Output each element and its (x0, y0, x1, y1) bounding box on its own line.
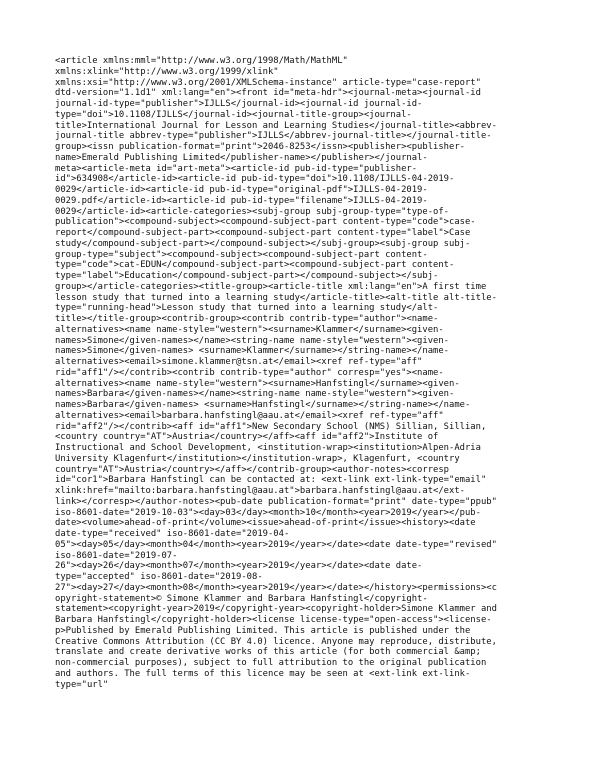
xml-source-line: type="running-head">Lesson study that turned into a learning study</alt- (55, 303, 439, 314)
xml-source-line: translate and create derivative works of this article (for both commercial &amp; (55, 647, 481, 658)
xml-source-line: name>Emerald Publishing Limited</publisher-name></publisher></journal- (55, 152, 428, 163)
xml-source-line: p>Published by Emerald Publishing Limited. This article is published under the (55, 625, 471, 636)
xml-source-line: Creative Commons Attribution (CC BY 4.0) licence. Anyone may reproduce, distribute, (55, 636, 497, 647)
xml-source-line: date-type="received" iso-8601-date="2019-04- (55, 529, 290, 539)
xml-source-line: xlink:href="mailto:barbara.hanfstingl@aau.at">barbara.hanfstingl@aau.at</ext- (55, 486, 465, 496)
xml-source-line: journal-title abbrev-type="publisher">IJLLS</abbrev-journal-title></journal-title- (55, 131, 492, 142)
xml-source-line: Barbara Hanfstingl</copyright-holder><license license-type="open-access"><license- (55, 615, 492, 625)
xml-source-line: title></title-group><contrib-group><contrib contrib-type="author"><name- (55, 314, 439, 324)
xml-source-line: xmlns:xsi="http://www.w3.org/2001/XMLSchema-instance" article-type="case-report" (55, 77, 481, 88)
xml-source-line: iso-8601-date="2019-07- (55, 550, 178, 561)
xml-source-line: group><issn publication-format="print">2046-8253</issn><publisher><publisher- (55, 142, 465, 152)
xml-source-line: names>Barbara</given-names></name><string-name name-style="western"><given- (55, 389, 455, 400)
xml-source-line: alternatives><name name-style="western"><surname>Hanfstingl</surname><given- (55, 378, 460, 389)
xml-source-line: lesson study that turned into a learning study</article-title><alt-title alt-title- (55, 292, 497, 303)
xml-source-line: report</compound-subject-part><compound-subject-part content-type="label">Case (55, 228, 471, 238)
xml-source-line: 0029</article-id><article-id pub-id-type="original-pdf">IJLLS-04-2019- (55, 185, 428, 195)
xml-source-line: link></corresp></author-notes><pub-date publication-format="print" date-type="ppub" (55, 496, 497, 507)
xml-source-line: dtd-version="1.1d1" xml:lang="en"><front id="meta-hdr"><journal-meta><journal-id (55, 88, 481, 99)
xml-source-line: publication"><compound-subject><compound-subject-part content-type="code">case- (55, 217, 476, 228)
xml-source-line: 0029</article-id><article-categories><subj-group subj-group-type="type-of- (55, 206, 450, 217)
xml-source-line: 26"><day>26</day><month>07</month><year>2019</year></date><date date- (55, 561, 423, 572)
xml-source-line: names>Simone</given-names> <surname>Klammer</surname></string-name></name- (55, 346, 450, 357)
xml-source-line: type="doi">10.1108/IJLLS</journal-id><journal-title-group><journal- (55, 109, 412, 120)
xml-source-line: alternatives><email>barbara.hanfstingl@aau.at</email><xref ref-type="aff" (55, 410, 444, 421)
xml-source-line: non-commercial purposes), subject to full attribution to the original publication (55, 658, 487, 668)
xml-source-line: type="accepted" iso-8601-date="2019-08- (55, 572, 263, 582)
xml-source-line: country="AT">Austria</country></aff></contrib-group><author-notes><corresp (55, 464, 450, 475)
xml-source-line: rid="aff1"/></contrib><contrib contrib-type="author" corresp="yes"><name- (55, 367, 444, 378)
xml-source-line: meta><article-meta id="art-meta"><article-id pub-id-type="publisher- (55, 163, 418, 174)
xml-source-line: rid="aff2"/></contrib><aff id="aff1">New Secondary School (NMS) Sillian, Sillian, (55, 421, 487, 432)
xml-source-line: 05"><day>05</day><month>04</month><year>2019</year></date><date date-type="revised" (55, 539, 497, 550)
xml-source-line: <article xmlns:mml="http://www.w3.org/1998/Math/MathML" (55, 56, 348, 66)
xml-source-line: University Klagenfurt</institution></institution-wrap>, Klagenfurt, <country (55, 453, 460, 464)
xml-source-line: id="cor1">Barbara Hanfstingl can be contacted at: <ext-link ext-link-type="email" (55, 475, 487, 486)
xml-source-line: date><volume>ahead-of-print</volume><issue>ahead-of-print</issue><history><date (55, 518, 476, 529)
xml-source-line: study</compound-subject-part></compound-subject></subj-group><subj-group subj- (55, 238, 471, 249)
xml-source-line: id">634908</article-id><article-id pub-id-type="doi">10.1108/IJLLS-04-2019- (55, 174, 455, 185)
xml-source-line: and authors. The full terms of this licence may be seen at <ext-link ext-link- (55, 668, 471, 679)
xml-source-line: title>International Journal for Lesson and Learning Studies</journal-title><abbrev- (55, 120, 497, 131)
xml-source-line: group></article-categories><title-group><article-title xml:lang="en">A first time (55, 281, 487, 292)
xml-source-line: names>Simone</given-names></name><string-name name-style="western"><given- (55, 335, 450, 346)
xml-source-line: group-type="subject"><compound-subject><compound-subject-part content- (55, 249, 428, 260)
xml-source-line: type="label">Education</compound-subject-part></compound-subject></subj- (55, 271, 439, 281)
xml-source-line: Instructional and School Development, <institution-wrap><institution>Alpen-Adria (55, 443, 481, 453)
xml-source-line: statement><copyright-year>2019</copyright-year><copyright-holder>Simone Klammer and (55, 604, 497, 615)
xml-source-line: opyright-statement>© Simone Klammer and Barbara Hanfstingl</copyright- (55, 593, 428, 604)
xml-source-line: 0029.pdf</article-id><article-id pub-id-type="filename">IJLLS-04-2019- (55, 195, 428, 206)
xml-source-line: <country country="AT">Austria</country></aff><aff id="aff2">Institute of (55, 432, 439, 443)
xml-source-line: alternatives><name name-style="western"><surname>Klammer</surname><given- (55, 324, 444, 335)
xml-source-line: journal-id-type="publisher">IJLLS</journal-id><journal-id journal-id- (55, 99, 423, 109)
xml-source-text (55, 56, 555, 690)
xml-source-line: iso-8601-date="2019-10-03"><day>03</day><month>10</month><year>2019</year></pub- (55, 507, 481, 518)
xml-source-line: xmlns:xlink="http://www.w3.org/1999/xlink" (55, 66, 279, 77)
xml-source-line: type="url" (55, 679, 109, 690)
xml-source-line: type="code">cat-EDUN</compound-subject-part><compound-subject-part content- (55, 260, 455, 271)
xml-source-line: alternatives><email>simone.klammer@tsn.at</email><xref ref-type="aff" (55, 357, 423, 367)
xml-source-line: 27"><day>27</day><month>08</month><year>2019</year></date></history><permissions><c (55, 582, 497, 593)
xml-source-line: names>Barbara</given-names> <surname>Hanfstingl</surname></string-name></name- (55, 400, 471, 410)
